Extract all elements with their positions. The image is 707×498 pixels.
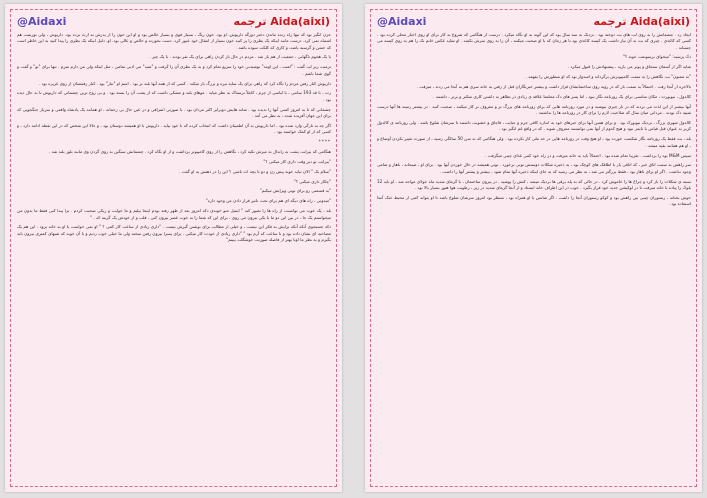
paragraph: چشمانی که تا به امروز کسی آنها را ندیده بود . شانه هایش دوبرابر اکثر مردان بود . با صورتی اشرافی و در عین حال بی رحمانه ، او همانند یک پادشاه واقعی و سرباز جنگجویی که برای این جهان آفریده شده ، به نظر می آمد . bbox=[17, 106, 331, 118]
paragraph: با یک هجوم ناگهانی ، جمعیت از هم باز شد . مردم در حال باز کردن راهی برای یک نفر بودند . با یک چیز . bbox=[149, 54, 331, 60]
paragraph: "سلام بک " الان نباید خونه پیش زن و دو تا بچه ات باشی ؟ این را در ذهنش به او گفت . bbox=[178, 168, 331, 174]
paragraph: "بیزابت تو دیر وقت داری کار میکنی ؟" bbox=[263, 158, 331, 164]
page-header bbox=[377, 14, 690, 30]
paragraph: بله ، یک خوب می توانست از راه ها را تصور کند " ایمیل منو خوندی دکه امروز بعد از ظهر رفته بودم اینجا بیلیم و ما خوابت و ریکی صحبت کردم . ترا پیدا کنی فقط ما بدون من میخواستم یک جا ، در بین این دو ما با یکی بیرون می روی ، برای این که شما را به خوب عصر بیرون کنی . قلب و از خودش یک گزینه که . " bbox=[17, 208, 331, 220]
paragraph: "چکار داری میکنی ؟" bbox=[293, 178, 331, 184]
paragraph: ایجاد زد . چشمانش را به روی لب های بث دوخته بود . نزدیک به سه سال بود که این گونه به او نگاه میکرد . درست از هنگامی که شروع به کار برای او روی اخبار محلی کرده بود . کسی که کاغذی . چیزی که بث به آن نیاز داشت یک کیسه کاغذی بود تا هر زمان که با او صحبت میکنند ، آن را به روی سرش بکشد . او شاید عکس خانم نک را هم به روی کیسه می چسباند . bbox=[377, 32, 691, 50]
paragraph: رت ، با قد 193 سانتی ، با لباسی از چرم ، کاملاً ترسناک به نظر میاید . موهای بلند و مشکی داشت که از پشت آن را بسته بود . و بی روح ترین چشمانی که داریوش تا به حال دیده بود . bbox=[17, 90, 331, 102]
paragraph: "به قسمتی رو برای توتی ویرایش میکنم" bbox=[259, 188, 331, 194]
paragraph: دکه جستجوی آنکه آنکه برایش به فکر این نیست ، و خیلی از مطالب برای نوشتن گیرش نیست . "داری زیادی از ساعت کار کمی ؟ " او نمی خواست با او به خانه برود . این هم یک مصاحبه ای نشان داده بود و تا ساعت که آرم بود " "داری زیادی از خودت کار میکنی . برای پسرا بیرون رفتن سخته ولی ما خیلی خوب زدیم و با آن خوبه که شبهای کمتری بیرون باید بگیرم و به نظر ما اونا بهتر از فاصله صورتت خوشگلت ببینم" bbox=[17, 224, 331, 243]
paragraph: سر راهش به سمت اتاق خبر ، که اتاقی باز با اطاقک های کوچک بود ، به ذخیره شکلات دوستش توتی برخورد . توتی همیشه در حال خوردن آنها بود . برای او ، صبحانه ، ناهار و شامی وجود نداشت . اگر او برای ناهار بود ، فقط بزرگتر می شد ، به نظر می رسید که به جای اینکه ذخیره آنها تمام شود ، بیشتر و بیشتر آنها را داشت . bbox=[377, 162, 691, 174]
paragraph: بالاخره از آنجا رفت . احتمالاً به سمت بار که در روبه روی ساختمانشان قرار داشت و بیشتر خبرنگاران قبل از رفتن به خانه سری هم به آنجا می زدند ، میرفت . bbox=[416, 84, 691, 90]
paragraph: خوش بختانه ، رستوران چینی بین راهش بود و کوکو رستوران آنجا را داشت . اگر شانس با او همراه بود ، منتظر بود امروز سرشان شلوغ باشد تا او بتواند کمی از محیط خنک آنجا استفاده بود . bbox=[377, 194, 691, 207]
section-separator: **** bbox=[318, 139, 331, 145]
paragraph: ترمنت زیر لب گفت : "لعنت ، این اومد" نوشیدنی خود را سریع تمام کرد و به یک بطری آن را گرفت و "شید" می ادبی تمامی ، مثل اینکه ولی من دارم میرم . تنها برای "تو" و گفت و گوی شما باشم . bbox=[17, 64, 331, 76]
translation-title: ترجمه Aida(aixi) bbox=[593, 15, 690, 28]
paragraph: هنگامی که بیزابت پشت به راندال به میزش تکیه کرد ، نگاهش را از روی کامپیوتر برداشت و از او نگاه کرد . چشمانش سنگین به روی گردن وی مانند بلوز بلند شد . bbox=[48, 148, 331, 154]
paragraph: اگر چه به تازگی وارد شده بود ، اما داریوش به آن اطمینان داشت که انتخاب کرده که با خود بیاید . داریوش با او همیشه دوستان بود ، و حالا این شخص که در این نقطه ادامه دارد ، و کسی که از او کمک خواسته بود . bbox=[17, 122, 331, 135]
paragraph: کالدول ، نیوپورت ، مکان مناسبی برای یک روزنامه نگار نبود ، اما پسر های دک محلمتا علاقه ی زیادی در تظاهر به داشتن کاری متکبر و برتر ، داشتند . bbox=[433, 94, 691, 100]
site-handle: @Aidaxi bbox=[17, 15, 67, 28]
paragraph: کالدول شهری بزرگ ، نزدیک نیویورک بود . و برای همین آنها برای خبرهای خود به اندازه کافی جرم و جنایت ، قاچاق و خشونت داشتند تا سرشان شلوغ باشد . ولی روزنامه ی کالدول کریر به عنوان قتل قیاس با تایمز نبود و هیچ کدوم از آنها نمی توانستند معروف شوند . که در واقع غم انگیز بود . bbox=[377, 120, 691, 132]
page-left bbox=[5, 4, 342, 492]
paragraph: بله ، بث فقط یک روزنامه نگار شکست خورده بود ، او هیچ وقت در روزنامه هایی در حد ملی کار نکرده بود . ولی هنگامی که به سن 50 سالگی رسید ، از صورت تغییر نکردن آوضاع و ، او هم همانند بقیه میشد . bbox=[377, 136, 691, 148]
paragraph: داریوش کنار رفتن مردم را نگاه کرد که راهی برای یک سایه تیره و بزرگ باز میکند . کسی که از همه آنها بلند تر بود . اسم او "تبار" بود . کنار رفتنشان از روی غریزه بود . bbox=[38, 80, 331, 86]
paragraph: "نه ممنون" بث نگاهش را به سمت کامپیوترش برگرداند و امیدوار بود که او منظورش را بفهمد . bbox=[525, 74, 691, 80]
page-text bbox=[17, 32, 331, 482]
page-text bbox=[377, 32, 691, 482]
paragraph: "میدونی ، راه های دیگه ای هم برای تحت تاثیر قرار دادن من وجود داره" bbox=[205, 198, 331, 204]
site-handle: @Aidaxi bbox=[377, 15, 427, 28]
paragraph: بسته ی شکلات را باز کرد و چراغ ها را خاموش کرد . در حالی که به پله برقی ها نزدیک میشد ، کتش را پوشید . در بیرون ساختمان ، با گرمای شدید ماه جولای مواجه شد . او باید 12 بلوک را پیاده تا خانه میرفت تا در لوکیشن جدید خود قرار بگیرد . خوب در این اطراف خانه ایستاد و از آنجا گرمای شدید در زیر ، رطوبت هوا هنوز بسیار بالا بود . bbox=[377, 178, 691, 190]
paragraph: دک پرسید: "میخوای برسونمت خونه ؟" bbox=[622, 54, 691, 60]
page-header bbox=[17, 14, 330, 30]
paragraph: شاید اگر از آسمان سنجاق و پونز می بارید ، پیشنهادش را قبول میکرد . bbox=[567, 64, 691, 70]
translation-title: ترجمه Aida(aixi) bbox=[233, 15, 330, 28]
paragraph: سپس M&M بود را برداشت . تقریبا تمام شده بود . احتمالاً باید به خانه میرفت و در راه خود کمی غذای چینی میگرفت . bbox=[485, 152, 691, 158]
paragraph: آنها بیشتر از این لذت می بردند که در بار چیزی بنوشند و در مورد روزنامه هایی که برای روزنامه های بزرگ تر و معروف تر کار میکنند ، صحبت کنند . در بیشتر زمینه ها آنها درست شبیه دک بودند . مردانی میان سال که صلاحیت لازم را برای کار در روزنامه ها را نداشتند . bbox=[377, 103, 691, 116]
paragraph: حزن انگیز بود که تنها راه زنده ماندن دختر دورگه داریوش، او بود. خون رنگ ، بسیار قوی و بسیار خالص بود و او این خون را از پدرش به ارث برده بود. داریوش ، ولی تورنتیت هم اشتباه نمی کرد. درست مانند اینکه یک بطری را پر کنید خون بسیار از انتقال خود عبور کرد. دست نخورده و خالص و عالی بود. او، دلیل اینکه یک بطری را پیدا کنید به این خاطر است که خشن و گرسنه باشد، و کاری که کلکت سوده باشد. bbox=[17, 32, 331, 50]
page-right bbox=[365, 4, 702, 492]
